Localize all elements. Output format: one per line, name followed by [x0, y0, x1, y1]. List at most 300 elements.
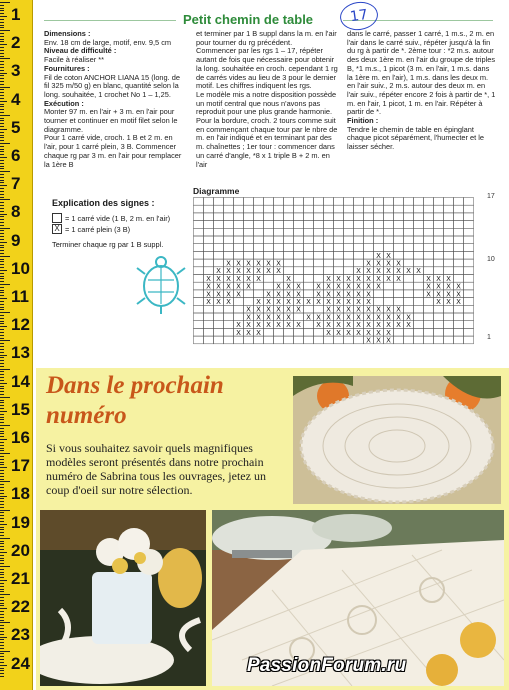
grid-cell [354, 205, 364, 213]
grid-cell [444, 221, 454, 229]
ruler-tick [0, 256, 10, 257]
ruler-tick [0, 318, 4, 319]
filled-square-mark: X [266, 321, 271, 330]
ruler-tick [0, 574, 4, 575]
ruler-tick [0, 603, 4, 604]
grid-cell [244, 298, 254, 306]
instruction-paragraph [44, 134, 186, 169]
grid-cell [444, 198, 454, 206]
filled-square-mark: X [326, 274, 331, 283]
grid-cell [244, 221, 254, 229]
grid-cell [274, 251, 284, 259]
grid-cell [464, 313, 474, 321]
filet-diagram [193, 197, 481, 345]
grid-cell [334, 221, 344, 229]
ruler-tick [0, 197, 4, 198]
grid-cell [404, 275, 414, 283]
ruler-tick [0, 16, 7, 17]
grid-cell [264, 236, 274, 244]
ruler-tick [0, 583, 4, 584]
ruler-tick [0, 13, 4, 14]
grid-cell [464, 251, 474, 259]
grid-cell [464, 267, 474, 275]
row-label-1: 1 [487, 334, 491, 341]
grid-cell [194, 313, 204, 321]
ruler-tick [0, 501, 4, 502]
grid-cell [394, 213, 404, 221]
grid-cell [244, 336, 254, 344]
ruler-tick [0, 462, 4, 463]
grid-cell [304, 251, 314, 259]
grid-cell [404, 236, 414, 244]
ruler-tick [0, 614, 4, 615]
grid-cell [224, 305, 234, 313]
filled-square-mark: X [276, 313, 281, 322]
grid-cell [284, 236, 294, 244]
grid-cell [444, 236, 454, 244]
grid-cell [464, 336, 474, 344]
grid-cell [214, 336, 224, 344]
ruler-tick [0, 160, 4, 161]
filled-square-mark: X [326, 321, 331, 330]
filled-square-mark: X [386, 305, 391, 314]
instruction-text: dans le carré, passer 1 carré, 1 m.s., 2 m. en l'air dans le carré suiv., répéter jusqu'à la fin du rg à partir de *. 2ème tour : *2 m.s. autour des deux 1ère m. en l'air du groupe de triples B, *1 m.s., 1 picot (3 m. en l'air, 1 m.s. dans la 1ère m. en l'air), 1 m.s. dans les deux m. en l'air suiv., 2 m.s. autour des deux m. en l'air suiv., répéter encore 2 fois à partir de *, 1 m. en l'air, 1 picot, 1 m. en l'air. Répéter à partir de *. [347, 29, 496, 117]
ruler-tick [0, 419, 4, 420]
grid-cell [254, 244, 264, 252]
filled-square-mark: X [346, 305, 351, 314]
grid-cell [414, 259, 424, 267]
grid-cell [324, 236, 334, 244]
legend-full-square [52, 224, 130, 234]
grid-cell [194, 321, 204, 329]
ruler-tick [0, 605, 4, 606]
ruler-tick [0, 628, 4, 629]
grid-cell [304, 244, 314, 252]
grid-cell [384, 290, 394, 298]
ruler-tick [0, 366, 4, 367]
filled-square-mark: X [376, 251, 381, 260]
filled-square-mark: X [376, 274, 381, 283]
grid-cell [194, 282, 204, 290]
ruler-number: 6 [11, 146, 21, 165]
ruler-tick [0, 405, 4, 406]
grid-cell [314, 221, 324, 229]
filled-square-mark: X [316, 290, 321, 299]
ruler-tick [0, 307, 4, 308]
grid-cell [224, 221, 234, 229]
filled-square-mark: X [306, 298, 311, 306]
ruler-tick [0, 662, 4, 663]
grid-cell [354, 251, 364, 259]
filled-square-mark: X [426, 290, 431, 299]
ruler-tick [0, 137, 4, 138]
ruler-tick [0, 665, 7, 666]
ruler-tick [0, 397, 10, 398]
grid-cell [204, 321, 214, 329]
filled-square-mark: X [296, 298, 301, 306]
filled-square-mark: X [376, 336, 381, 345]
grid-cell [304, 228, 314, 236]
legend-empty-text: = 1 carré vide (1 B, 2 m. en l'air) [65, 213, 171, 223]
grid-cell [404, 305, 414, 313]
grid-cell [424, 298, 434, 306]
grid-cell [194, 305, 204, 313]
grid-cell [414, 236, 424, 244]
ruler-tick [0, 264, 4, 265]
ruler-tick [0, 95, 4, 96]
filled-square-mark: X [356, 313, 361, 322]
grid-cell [394, 221, 404, 229]
grid-cell [324, 244, 334, 252]
filled-square-mark: X [326, 298, 331, 306]
grid-cell [304, 290, 314, 298]
ruler-tick [0, 242, 7, 243]
ruler-tick [0, 332, 4, 333]
ruler-tick [0, 281, 4, 282]
filled-square-mark: X [286, 305, 291, 314]
ruler-tick [0, 673, 4, 674]
ruler-tick [0, 205, 4, 206]
grid-cell [304, 213, 314, 221]
ruler-tick [0, 191, 4, 192]
grid-cell [304, 205, 314, 213]
ruler-number: 16 [11, 428, 30, 447]
ruler-tick [0, 219, 4, 220]
grid-cell [244, 236, 254, 244]
grid-cell [394, 328, 404, 336]
grid-cell [324, 221, 334, 229]
grid-cell [414, 282, 424, 290]
grid-cell [334, 336, 344, 344]
grid-cell [414, 290, 424, 298]
grid-cell [434, 213, 444, 221]
ruler-tick [0, 608, 7, 609]
filled-square-mark: X [356, 305, 361, 314]
grid-cell [384, 198, 394, 206]
filled-square-mark: X [396, 305, 401, 314]
grid-cell [314, 275, 324, 283]
grid-cell [294, 251, 304, 259]
grid-cell [414, 205, 424, 213]
ruler-tick [0, 651, 10, 652]
grid-cell [244, 290, 254, 298]
grid-cell [224, 244, 234, 252]
ruler-tick [0, 157, 7, 158]
ruler-tick [0, 168, 4, 169]
ruler-tick [0, 521, 4, 522]
grid-cell [274, 328, 284, 336]
grid-cell [284, 198, 294, 206]
grid-cell [224, 336, 234, 344]
grid-cell [254, 336, 264, 344]
instruction-paragraph [196, 117, 339, 169]
ruler-tick [0, 225, 4, 226]
ruler-tick [0, 473, 4, 474]
ruler-tick [0, 448, 4, 449]
filled-square-mark: X [316, 321, 321, 330]
filled-square-mark: X [396, 259, 401, 268]
grid-cell [194, 336, 204, 344]
filled-square-mark: X [406, 313, 411, 322]
ruler-tick [0, 436, 4, 437]
grid-cell [344, 213, 354, 221]
ruler-tick [0, 89, 4, 90]
filled-square-mark: X [286, 313, 291, 322]
grid-cell [214, 205, 224, 213]
ruler-tick [0, 44, 7, 45]
grid-cell [284, 251, 294, 259]
filled-square-mark: X [276, 267, 281, 276]
grid-cell [444, 321, 454, 329]
ruler-tick [0, 216, 4, 217]
grid-cell [234, 236, 244, 244]
ruler-number: 3 [11, 61, 21, 81]
ruler-number: 21 [11, 569, 30, 588]
grid-cell [414, 275, 424, 283]
grid-cell [424, 313, 434, 321]
ruler-tick [0, 668, 4, 669]
filled-square-mark: X [226, 267, 231, 276]
grid-cell [204, 313, 214, 321]
ruler-tick [0, 433, 4, 434]
ruler-tick [0, 518, 4, 519]
ruler-tick [0, 634, 4, 635]
filled-square-mark: X [346, 328, 351, 337]
filled-square-mark: X [376, 305, 381, 314]
grid-cell [344, 336, 354, 344]
filled-square-mark: X [436, 290, 441, 299]
filled-square-mark: X [346, 298, 351, 306]
grid-cell [204, 198, 214, 206]
filled-square-mark: X [316, 313, 321, 322]
instruction-paragraph [347, 30, 497, 117]
grid-cell [314, 198, 324, 206]
ruler-tick [0, 577, 4, 578]
ruler-tick [0, 569, 4, 570]
filled-square-mark: X [216, 298, 221, 306]
grid-cell [434, 205, 444, 213]
grid-cell [254, 290, 264, 298]
filled-square-mark: X [386, 336, 391, 345]
filled-square-mark: X [386, 251, 391, 260]
grid-cell [334, 236, 344, 244]
filled-square-mark: X [356, 298, 361, 306]
legend-empty-square [52, 213, 170, 223]
filled-square-mark: X [436, 282, 441, 291]
ruler-tick [0, 101, 7, 102]
ruler-tick [0, 456, 4, 457]
ruler-number: 13 [11, 343, 30, 363]
grid-cell [224, 198, 234, 206]
ruler-number: 19 [11, 512, 30, 532]
ruler-tick [0, 247, 4, 248]
grid-cell [324, 205, 334, 213]
grid-cell [434, 259, 444, 267]
grid-cell [304, 259, 314, 267]
grid-cell [204, 267, 214, 275]
ruler-tick [0, 476, 4, 477]
grid-cell [404, 205, 414, 213]
grid-cell [344, 221, 354, 229]
grid-cell [444, 244, 454, 252]
grid-cell [394, 298, 404, 306]
ruler-tick [0, 510, 10, 511]
filled-square-mark: X [396, 313, 401, 322]
ruler-tick [0, 276, 4, 277]
ruler-tick [0, 617, 4, 618]
grid-cell [234, 313, 244, 321]
grid-cell [464, 221, 474, 229]
grid-cell [264, 336, 274, 344]
ruler-tick [0, 479, 4, 480]
ruler-tick [0, 349, 4, 350]
grid-cell [294, 213, 304, 221]
ruler-tick [0, 527, 4, 528]
filled-square-mark: X [366, 313, 371, 322]
filled-square-mark: X [326, 282, 331, 291]
grid-cell [464, 328, 474, 336]
ruler-number: 4 [11, 89, 21, 109]
ruler-tick [0, 53, 4, 54]
ruler-tick [0, 245, 4, 246]
grid-cell [394, 244, 404, 252]
filled-square-mark: X [446, 298, 451, 306]
grid-cell [204, 336, 214, 344]
ruler-number: 24 [11, 653, 30, 673]
ruler-tick [0, 278, 4, 279]
grid-cell [434, 336, 444, 344]
ruler-tick [0, 292, 4, 293]
ruler-tick [0, 329, 4, 330]
grid-cell [364, 198, 374, 206]
grid-cell [394, 282, 404, 290]
ruler-tick [0, 355, 7, 356]
grid-cell [324, 336, 334, 344]
legend-note: Terminer chaque rg par 1 B suppl. [52, 240, 164, 249]
ruler-tick [0, 208, 4, 209]
filled-square-mark: X [376, 259, 381, 268]
grid-cell [204, 251, 214, 259]
grid-cell [404, 336, 414, 344]
grid-cell [454, 213, 464, 221]
grid-cell [304, 267, 314, 275]
ruler-tick [0, 369, 10, 370]
grid-cell [314, 236, 324, 244]
grid-cell [264, 221, 274, 229]
ruler-number: 15 [11, 399, 30, 419]
grid-cell [424, 251, 434, 259]
grid-cell [454, 305, 464, 313]
grid-cell [414, 328, 424, 336]
ruler-tick [0, 676, 4, 677]
filled-square-mark: X [356, 328, 361, 337]
grid-cell [274, 336, 284, 344]
filled-square-mark: X [246, 328, 251, 337]
grid-cell [264, 213, 274, 221]
ruler-tick [0, 84, 4, 85]
ruler-tick [0, 295, 4, 296]
ruler-tick [0, 284, 10, 285]
ruler-tick [0, 180, 4, 181]
grid-cell [404, 259, 414, 267]
grid-cell [304, 336, 314, 344]
filled-square-mark: X [376, 321, 381, 330]
grid-cell [394, 290, 404, 298]
grid-cell [424, 228, 434, 236]
grid-cell [244, 251, 254, 259]
grid-cell [364, 236, 374, 244]
filled-square-mark: X [436, 298, 441, 306]
instruction-heading: Niveau de difficulté : [44, 46, 117, 56]
ruler-tick [0, 597, 4, 598]
grid-cell [284, 228, 294, 236]
grid-cell [464, 298, 474, 306]
filled-square-mark: X [406, 321, 411, 330]
ruler-tick [0, 560, 4, 561]
ruler-tick [0, 566, 10, 567]
ruler-tick [0, 371, 4, 372]
grid-cell [214, 251, 224, 259]
ruler-tick [0, 41, 4, 42]
ruler-tick [0, 50, 4, 51]
grid-cell [404, 221, 414, 229]
filled-square-mark: X [336, 305, 341, 314]
filled-square-mark: X [276, 298, 281, 306]
filled-square-mark: X [226, 282, 231, 291]
grid-cell [284, 213, 294, 221]
ruler-tick [0, 126, 4, 127]
grid-cell [254, 228, 264, 236]
filled-square-mark: X [346, 313, 351, 322]
grid-cell [234, 205, 244, 213]
grid-cell [194, 275, 204, 283]
ruler-tick [0, 30, 10, 31]
filled-square-mark: X [256, 259, 261, 268]
filled-square-mark: X [266, 313, 271, 322]
ruler-tick [0, 552, 7, 553]
filled-square-mark: X [296, 305, 301, 314]
ruler-tick [0, 222, 4, 223]
ruler-tick [0, 377, 4, 378]
grid-cell [464, 321, 474, 329]
ruler-tick [0, 611, 4, 612]
legend-title: Explication des signes : [52, 198, 155, 208]
grid-cell [434, 267, 444, 275]
instruction-paragraph [44, 108, 186, 134]
filled-square-mark: X [226, 298, 231, 306]
grid-cell [384, 228, 394, 236]
ruler-tick [0, 312, 10, 313]
ruler-tick [0, 236, 4, 237]
grid-cell [354, 236, 364, 244]
grid-cell [414, 321, 424, 329]
ruler-tick [0, 648, 4, 649]
ruler-number: 17 [11, 456, 30, 476]
grid-cell [254, 213, 264, 221]
filled-square-mark: X [276, 305, 281, 314]
grid-cell [334, 267, 344, 275]
grid-cell [424, 321, 434, 329]
grid-cell [294, 205, 304, 213]
grid-cell [454, 259, 464, 267]
filled-square-mark: X [256, 321, 261, 330]
grid-cell [194, 259, 204, 267]
ruler-tick [0, 414, 4, 415]
grid-cell [404, 282, 414, 290]
grid-cell [454, 321, 464, 329]
filled-square-mark: X [456, 290, 461, 299]
grid-cell [444, 328, 454, 336]
